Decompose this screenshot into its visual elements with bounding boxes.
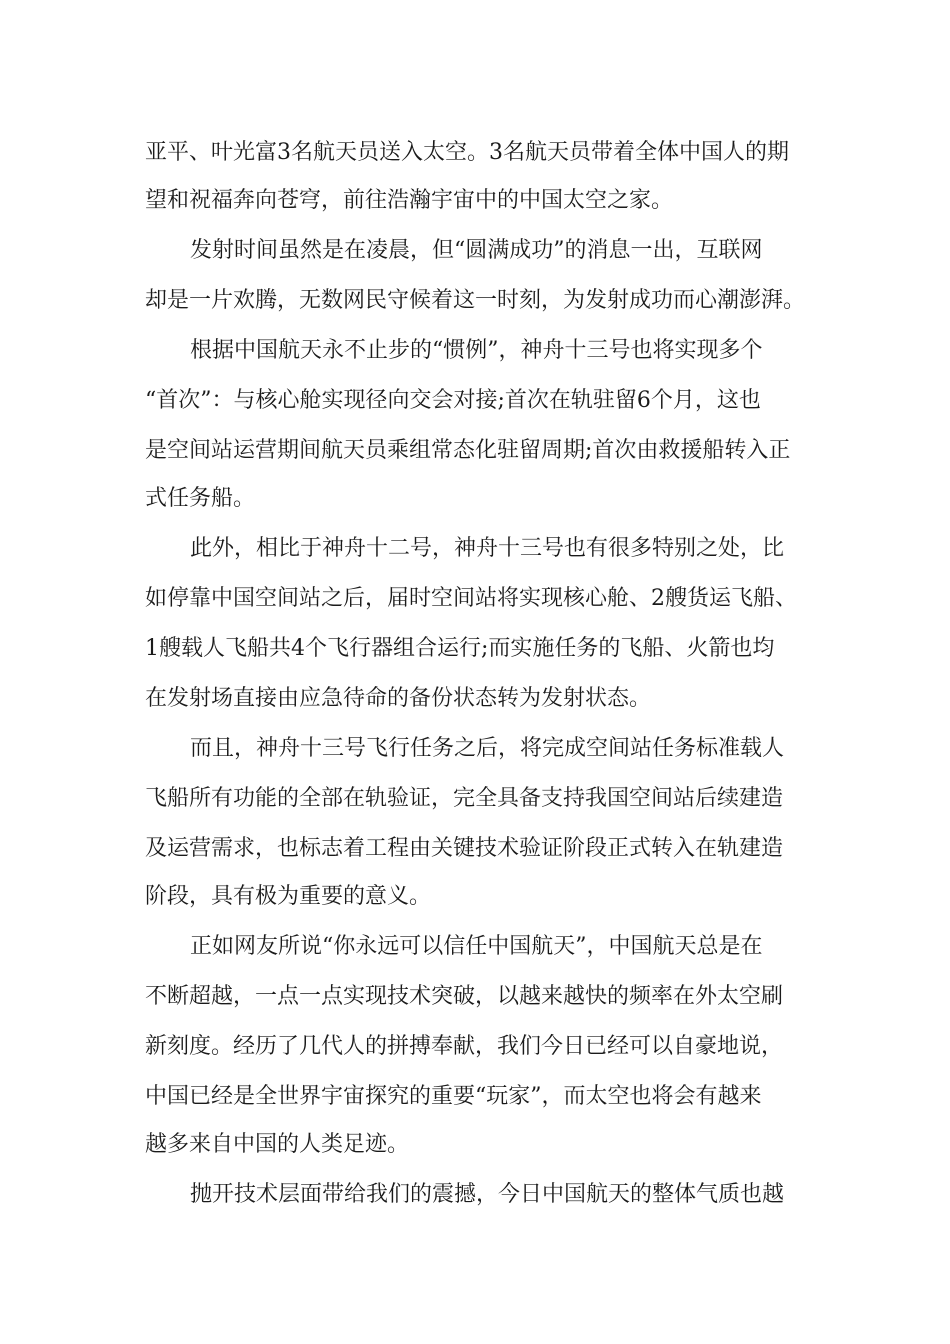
text-line: 1艘载人飞船共4个飞行器组合运行;而实施任务的飞船、火箭也均	[145, 636, 775, 661]
text-line: 如停靠中国空间站之后，届时空间站将实现核心舱、2艘货运飞船、	[145, 586, 797, 611]
text-line: “首次”：与核心舱实现径向交会对接;首次在轨驻留6个月，这也	[145, 388, 761, 413]
text-line: 根据中国航天永不止步的“惯例”，神舟十三号也将实现多个	[190, 338, 763, 363]
text-line: 飞船所有功能的全部在轨验证，完全具备支持我国空间站后续建造	[145, 786, 784, 811]
text-line: 越多来自中国的人类足迹。	[145, 1132, 410, 1157]
text-line: 正如网友所说“你永远可以信任中国航天”，中国航天总是在	[190, 934, 763, 959]
text-line: 及运营需求，也标志着工程由关键技术验证阶段正式转入在轨建造	[145, 836, 784, 861]
text-line: 此外，相比于神舟十二号，神舟十三号也有很多特别之处，比	[190, 536, 785, 561]
text-line: 却是一片欢腾，无数网民守候着这一时刻，为发射成功而心潮澎湃。	[145, 288, 806, 313]
text-line: 亚平、叶光富3名航天员送入太空。3名航天员带着全体中国人的期	[145, 140, 789, 165]
text-line: 是空间站运营期间航天员乘组常态化驻留周期;首次由救援船转入正	[145, 438, 791, 463]
text-line: 在发射场直接由应急待命的备份状态转为发射状态。	[145, 686, 652, 711]
text-line: 不断超越，一点一点实现技术突破，以越来越快的频率在外太空刷	[145, 984, 784, 1009]
text-line: 式任务船。	[145, 486, 256, 511]
text-line: 而且，神舟十三号飞行任务之后，将完成空间站任务标准载人	[190, 736, 785, 761]
text-line: 阶段，具有极为重要的意义。	[145, 884, 432, 909]
text-line: 中国已经是全世界宇宙探究的重要“玩家”，而太空也将会有越来	[145, 1084, 762, 1109]
text-line: 发射时间虽然是在凌晨，但“圆满成功”的消息一出，互联网	[190, 238, 763, 263]
text-line: 望和祝福奔向苍穹，前往浩瀚宇宙中的中国太空之家。	[145, 188, 674, 213]
text-line: 新刻度。经历了几代人的拼搏奉献，我们今日已经可以自豪地说，	[145, 1034, 784, 1059]
text-line: 抛开技术层面带给我们的震撼，今日中国航天的整体气质也越	[190, 1182, 785, 1207]
